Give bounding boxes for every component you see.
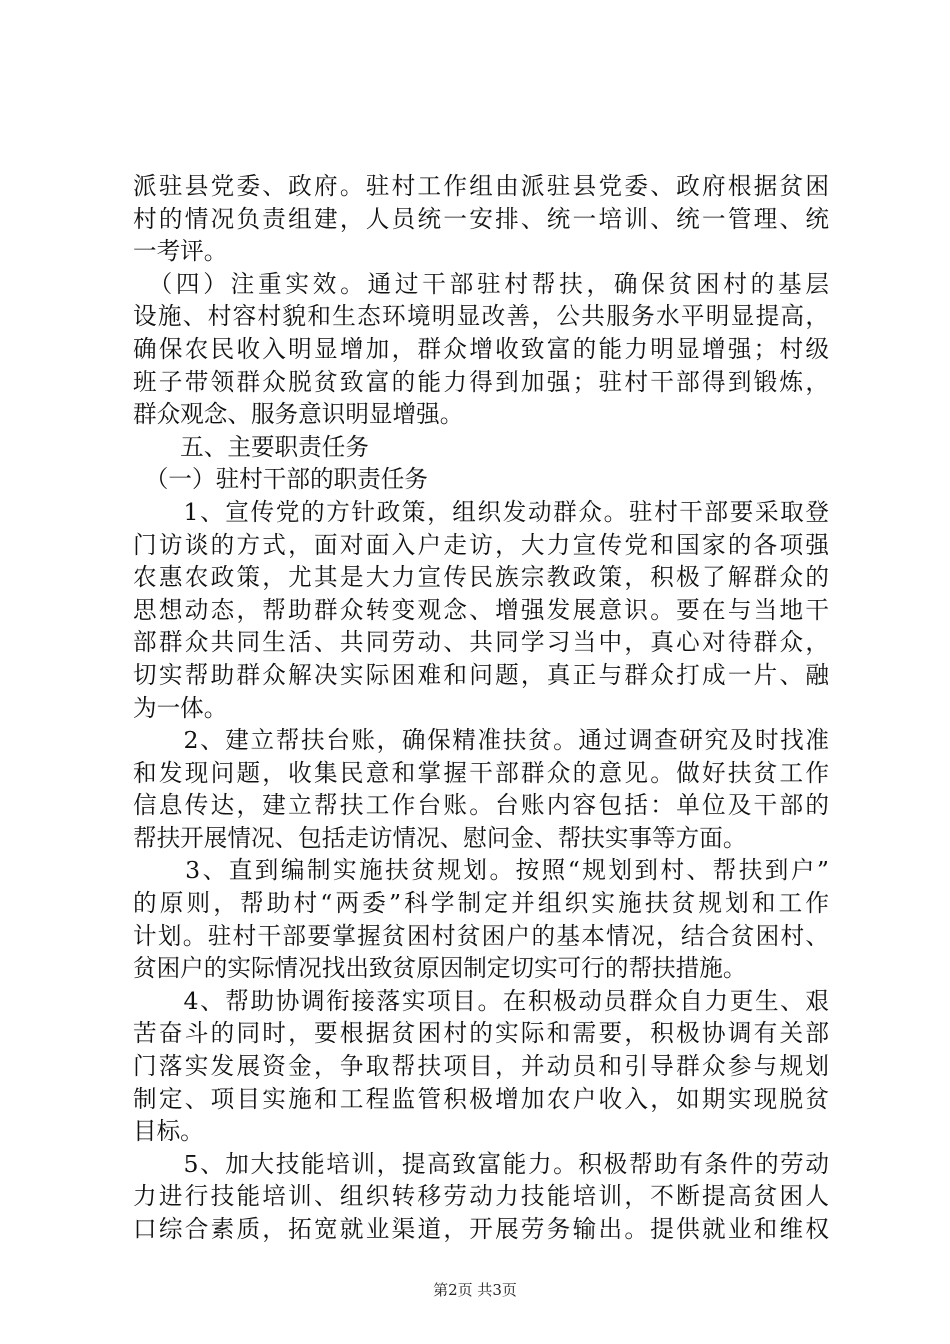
text-line: 口综合素质，拓宽就业渠道，开展劳务输出。提供就业和维权 xyxy=(133,1215,829,1243)
text-line: 制定、项目实施和工程监管积极增加农户收入，如期实现脱贫 xyxy=(133,1084,829,1113)
text-line: 思想动态，帮助群众转变观念、增强发展意识。要在与当地干 xyxy=(133,595,829,624)
text-line: 贫困户的实际情况找出致贫原因制定切实可行的帮扶措施。 xyxy=(133,954,747,983)
text-line: （四）注重实效。通过干部驻村帮扶，确保贫困村的基层 xyxy=(133,269,829,298)
text-line: 一考评。 xyxy=(133,237,228,266)
text-line: 计划。驻村干部要掌握贫困村贫困户的基本情况，结合贫困村、 xyxy=(133,921,829,950)
text-line: 门落实发展资金，争取帮扶项目，并动员和引导群众参与规划 xyxy=(133,1052,829,1081)
text-line: 2、建立帮扶台账，确保精准扶贫。通过调查研究及时找准 xyxy=(133,726,829,755)
text-line: 班子带领群众脱贫致富的能力得到加强；驻村干部得到锻炼， xyxy=(133,367,829,396)
text-line: 信息传达，建立帮扶工作台账。台账内容包括：单位及干部的 xyxy=(133,791,829,820)
text-line: 派驻县党委、政府。驻村工作组由派驻县党委、政府根据贫困 xyxy=(133,172,829,200)
text-line: 和发现问题，收集民意和掌握干部群众的意见。做好扶贫工作 xyxy=(133,758,829,787)
text-line: 5、加大技能培训，提高致富能力。积极帮助有条件的劳动 xyxy=(133,1149,829,1178)
text-line: 部群众共同生活、共同劳动、共同学习当中，真心对待群众， xyxy=(133,628,829,657)
text-line: 群众观念、服务意识明显增强。 xyxy=(133,400,464,429)
text-line: 力进行技能培训、组织转移劳动力技能培训，不断提高贫困人 xyxy=(133,1182,829,1211)
text-line: 设施、村容村貌和生态环境明显改善，公共服务水平明显提高， xyxy=(133,302,829,331)
text-line: 3、直到编制实施扶贫规划。按照“规划到村、帮扶到户” xyxy=(133,856,829,885)
page-number-footer: 第2页 共3页 xyxy=(433,1281,517,1299)
text-line: 1、宣传党的方针政策，组织发动群众。驻村干部要采取登 xyxy=(133,497,829,526)
text-line: 村的情况负责组建，人员统一安排、统一培训、统一管理、统 xyxy=(133,204,829,233)
text-line: 门访谈的方式，面对面入户走访，大力宣传党和国家的各项强 xyxy=(133,530,829,559)
text-line: 农惠农政策，尤其是大力宣传民族宗教政策，积极了解群众的 xyxy=(133,563,829,592)
document-body xyxy=(133,170,829,1246)
text-line: 4、帮助协调衔接落实项目。在积极动员群众自力更生、艰 xyxy=(133,986,829,1015)
text-line: 苦奋斗的同时，要根据贫困村的实际和需要，积极协调有关部 xyxy=(133,1019,829,1048)
text-line: 的原则，帮助村“两委”科学制定并组织实施扶贫规划和工作 xyxy=(133,889,829,918)
section-heading: 五、主要职责任务 xyxy=(133,432,369,461)
text-line: 确保农民收入明显增加，群众增收致富的能力明显增强；村级 xyxy=(133,334,829,363)
text-line: 切实帮助群众解决实际困难和问题，真正与群众打成一片、融 xyxy=(133,660,829,689)
subsection-heading: （一）驻村干部的职责任务 xyxy=(133,465,428,494)
text-line: 目标。 xyxy=(133,1117,204,1146)
text-line: 帮扶开展情况、包括走访情况、慰问金、帮扶实事等方面。 xyxy=(133,823,747,852)
text-line: 为一体。 xyxy=(133,693,228,722)
